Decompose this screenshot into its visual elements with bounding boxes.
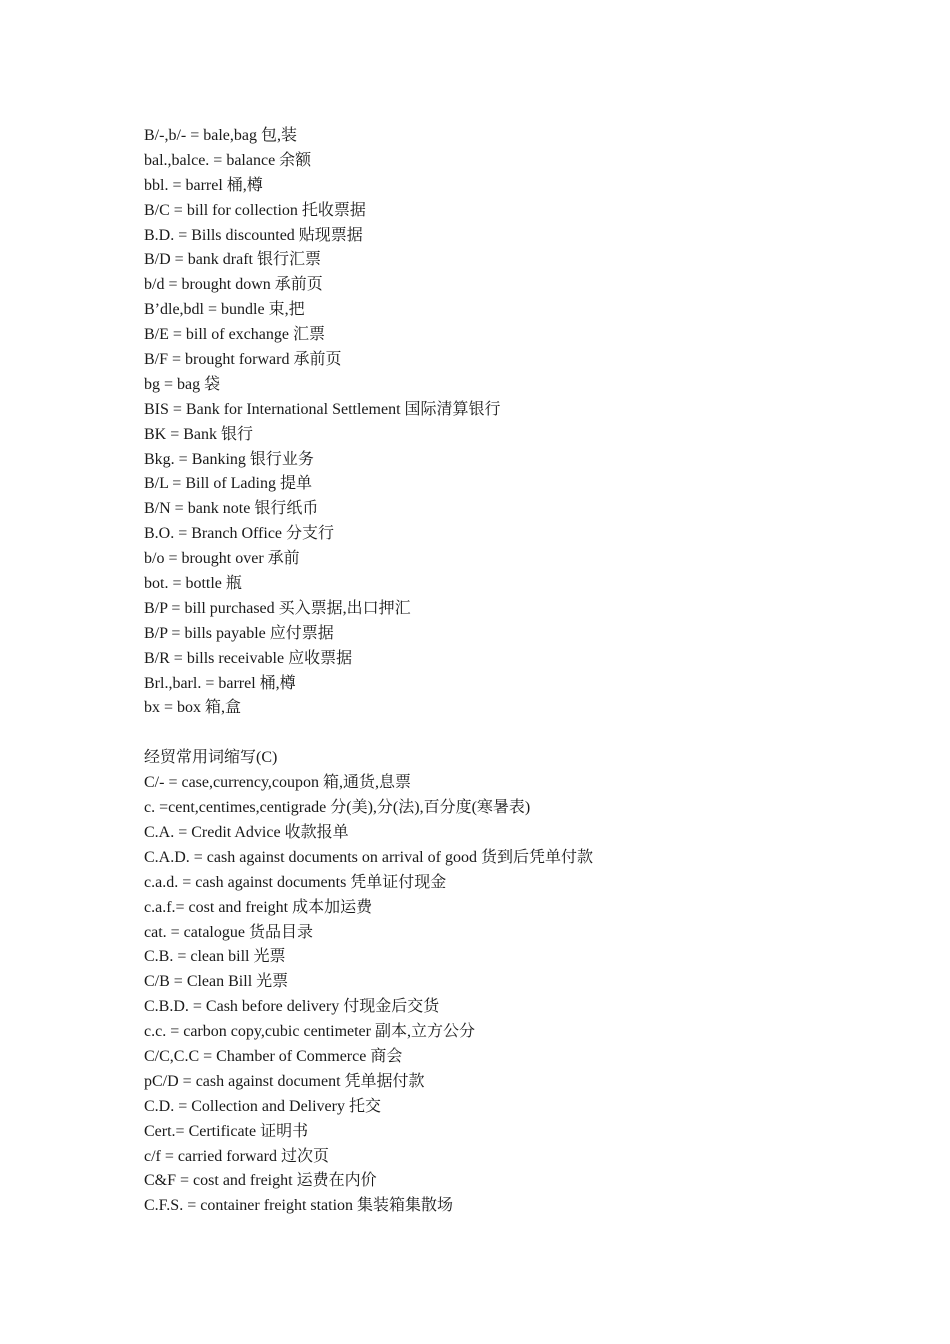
list-item: Brl.,barl. = barrel 桶,樽 <box>144 674 296 692</box>
list-item: B.O. = Branch Office 分支行 <box>144 525 335 543</box>
list-item: C/B = Clean Bill 光票 <box>144 973 289 991</box>
list-item: B/D = bank draft 银行汇票 <box>144 251 322 269</box>
list-item: C/C,C.C = Chamber of Commerce 商会 <box>144 1047 403 1065</box>
list-item: Cert.= Certificate 证明书 <box>144 1122 309 1140</box>
list-item: c. =cent,centimes,centigrade 分(美),分(法),百分度(寒暑表) <box>144 799 531 817</box>
list-item: bx = box 箱,盒 <box>144 699 242 717</box>
list-item: C&F = cost and freight 运费在内价 <box>144 1172 377 1190</box>
section-b-list <box>144 124 864 721</box>
list-item: B.D. = Bills discounted 贴现票据 <box>144 226 363 244</box>
list-item: B/R = bills receivable 应收票据 <box>144 649 353 667</box>
list-item: BK = Bank 银行 <box>144 425 254 443</box>
list-item: C.B.D. = Cash before delivery 付现金后交货 <box>144 998 440 1016</box>
list-item: B/C = bill for collection 托收票据 <box>144 201 366 219</box>
list-item: b/d = brought down 承前页 <box>144 276 323 294</box>
list-item: c/f = carried forward 过次页 <box>144 1147 329 1165</box>
blank-line <box>144 721 864 746</box>
list-item: C.A.D. = cash against documents on arrival of good 货到后凭单付款 <box>144 848 593 866</box>
abbreviation-list <box>144 124 864 1219</box>
list-item: B/P = bills payable 应付票据 <box>144 624 334 642</box>
section-c-list <box>144 771 864 1219</box>
list-item: pC/D = cash against document 凭单据付款 <box>144 1072 425 1090</box>
list-item: bot. = bottle 瓶 <box>144 575 242 593</box>
list-item: Bkg. = Banking 银行业务 <box>144 450 314 468</box>
list-item: B/F = brought forward 承前页 <box>144 351 342 369</box>
list-item: B/P = bill purchased 买入票据,出口押汇 <box>144 599 411 617</box>
list-item: B/-,b/- = bale,bag 包,装 <box>144 127 297 144</box>
list-item: B/L = Bill of Lading 提单 <box>144 475 312 493</box>
list-item: C.B. = clean bill 光票 <box>144 948 286 966</box>
list-item: bal.,balce. = balance 余额 <box>144 151 312 169</box>
list-item: C.A. = Credit Advice 收款报单 <box>144 823 349 841</box>
list-item: c.a.d. = cash against documents 凭单证付现金 <box>144 873 447 891</box>
list-item: B/E = bill of exchange 汇票 <box>144 326 325 344</box>
list-item: C.F.S. = container freight station 集装箱集散场 <box>144 1197 454 1215</box>
list-item: cat. = catalogue 货品目录 <box>144 923 313 941</box>
section-c-heading: 经贸常用词缩写(C) <box>144 749 278 767</box>
list-item: b/o = brought over 承前 <box>144 550 300 568</box>
list-item: B’dle,bdl = bundle 束,把 <box>144 301 305 319</box>
list-item: c.a.f.= cost and freight 成本加运费 <box>144 898 373 916</box>
list-item: bg = bag 袋 <box>144 375 221 393</box>
list-item: C/- = case,currency,coupon 箱,通货,息票 <box>144 774 412 792</box>
list-item: BIS = Bank for International Settlement 国际清算银行 <box>144 400 501 418</box>
list-item: B/N = bank note 银行纸币 <box>144 500 319 518</box>
list-item: bbl. = barrel 桶,樽 <box>144 176 263 194</box>
list-item: c.c. = carbon copy,cubic centimeter 副本,立方公分 <box>144 1023 475 1041</box>
list-item: C.D. = Collection and Delivery 托交 <box>144 1097 381 1115</box>
